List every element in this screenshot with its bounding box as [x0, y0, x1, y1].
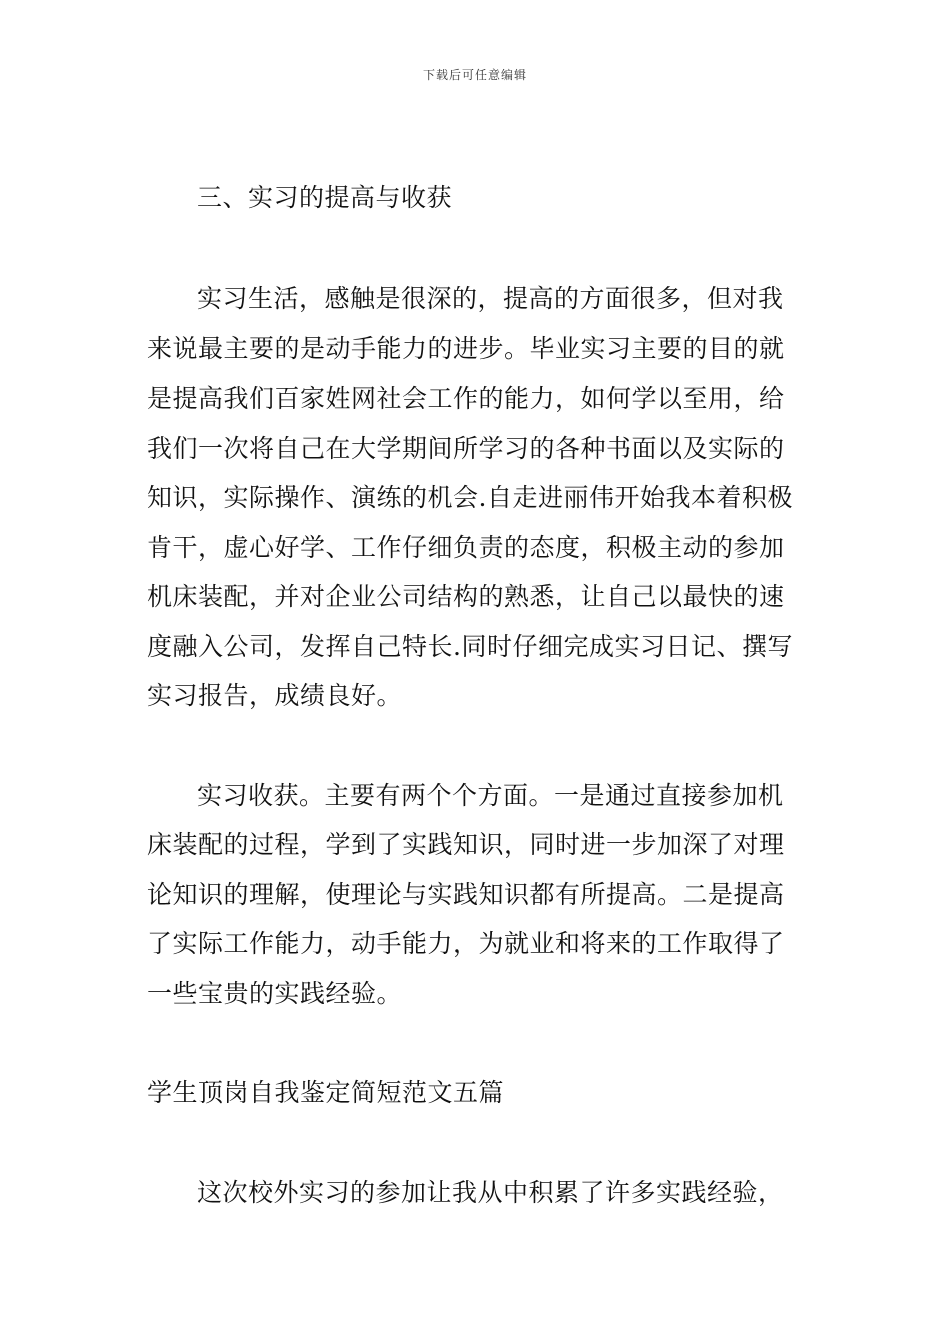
- paragraph-1-line-3: 是提高我们百家姓网社会工作的能力，如何学以至用，给: [147, 384, 785, 413]
- paragraph-1-line-6: 肯干，虚心好学、工作仔细负责的态度，积极主动的参加: [147, 533, 785, 562]
- paragraph-1-line-2: 来说最主要的是动手能力的进步。毕业实习主要的目的就: [147, 334, 785, 363]
- paragraph-2-line-1: 实习收获。主要有两个个方面。一是通过直接参加机: [197, 781, 784, 810]
- header-note: 下载后可任意编辑: [422, 68, 527, 82]
- paragraph-1-line-5: 知识，实际操作、演练的机会.自走进丽伟开始我本着积极: [147, 483, 793, 512]
- article-first-line: 这次校外实习的参加让我从中积累了许多实践经验，: [197, 1178, 784, 1207]
- paragraph-2-line-5: 一些宝贵的实践经验。: [147, 979, 403, 1008]
- paragraph-1-line-7: 机床装配，并对企业公司结构的熟悉，让自己以最快的速: [147, 582, 785, 611]
- paragraph-2-line-3: 论知识的理解，使理论与实践知识都有所提高。二是提高: [147, 880, 785, 909]
- section-heading: 三、实习的提高与收获: [197, 183, 453, 212]
- paragraph-2-line-2: 床装配的过程，学到了实践知识，同时进一步加深了对理: [147, 830, 785, 859]
- paragraph-1-line-8: 度融入公司，发挥自己特长.同时仔细完成实习日记、撰写: [147, 632, 793, 661]
- paragraph-1-line-1: 实习生活，感触是很深的，提高的方面很多，但对我: [197, 284, 784, 313]
- paragraph-1-line-9: 实习报告，成绩良好。: [147, 681, 403, 710]
- paragraph-1-line-4: 我们一次将自己在大学期间所学习的各种书面以及实际的: [147, 434, 785, 463]
- article-title: 学生顶岗自我鉴定简短范文五篇: [147, 1078, 505, 1107]
- paragraph-2-line-4: 了实际工作能力，动手能力，为就业和将来的工作取得了: [147, 929, 785, 958]
